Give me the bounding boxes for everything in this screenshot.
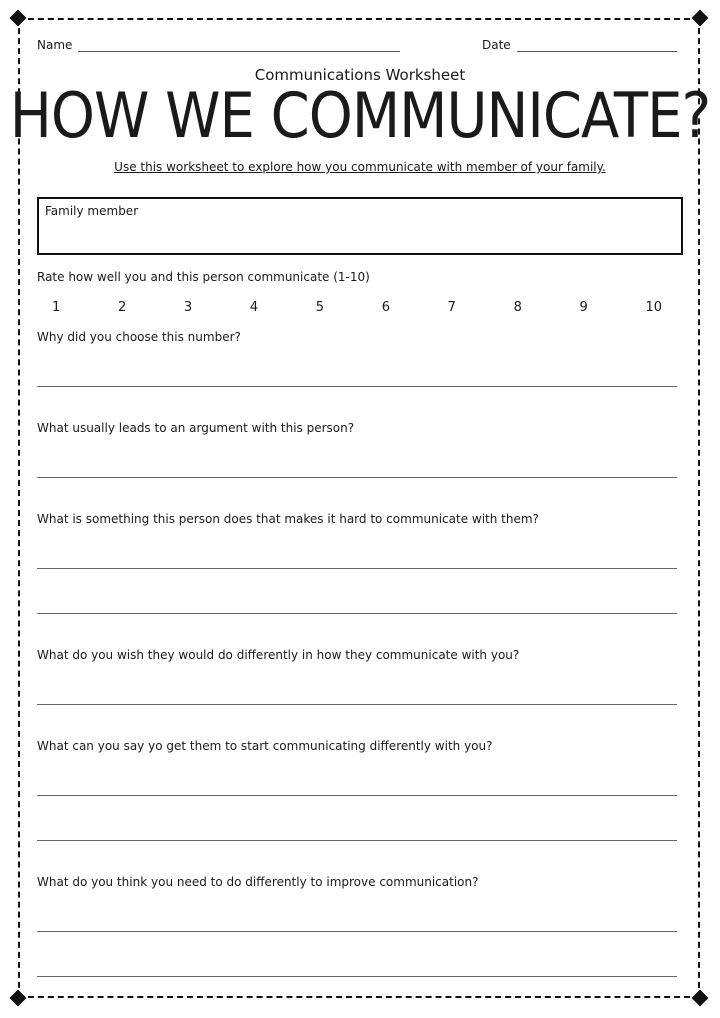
question-2: What usually leads to an argument with this person?	[37, 421, 355, 435]
name-line[interactable]	[78, 41, 400, 52]
instruction-text: Use this worksheet to explore how you communicate with member of your family.	[114, 160, 606, 174]
rating-option[interactable]: 10	[645, 300, 662, 315]
answer-line[interactable]	[37, 976, 677, 977]
rating-option[interactable]: 2	[117, 300, 127, 315]
rating-label: Rate how well you and this person communicate (1-10)	[37, 270, 370, 284]
answer-line[interactable]	[37, 795, 677, 796]
answer-line[interactable]	[37, 477, 677, 478]
name-field[interactable]	[37, 38, 400, 52]
rating-option[interactable]: 7	[447, 300, 456, 315]
rating-option[interactable]: 5	[315, 300, 325, 315]
date-label: Date	[482, 38, 511, 52]
answer-line[interactable]	[37, 840, 677, 841]
rating-option[interactable]: 6	[381, 300, 390, 315]
rating-option[interactable]: 1	[52, 300, 61, 315]
answer-line[interactable]	[37, 386, 677, 387]
answer-line[interactable]	[37, 704, 677, 705]
question-5: What can you say yo get them to start communicating differently with you?	[37, 739, 493, 753]
question-3: What is something this person does that makes it hard to communicate with them?	[37, 512, 539, 526]
answer-line[interactable]	[37, 568, 677, 569]
family-member-box[interactable]	[37, 197, 683, 255]
page-title: HOW WE COMMUNICATE?	[9, 80, 711, 153]
question-1: Why did you choose this number?	[37, 330, 241, 344]
rating-option[interactable]: 4	[249, 300, 259, 315]
rating-option[interactable]: 8	[513, 300, 522, 315]
family-member-label: Family member	[45, 204, 139, 218]
answer-line[interactable]	[37, 613, 677, 614]
name-label: Name	[37, 38, 73, 52]
rating-scale	[52, 300, 662, 315]
date-line[interactable]	[517, 41, 677, 52]
question-4: What do you wish they would do differently in how they communicate with you?	[37, 648, 520, 662]
answer-line[interactable]	[37, 931, 677, 932]
rating-option[interactable]: 9	[579, 300, 588, 315]
question-6: What do you think you need to do differently to improve communication?	[37, 875, 479, 889]
date-field[interactable]	[482, 38, 677, 52]
rating-option[interactable]: 3	[183, 300, 193, 315]
worksheet-subtitle: Communications Worksheet	[254, 66, 466, 84]
